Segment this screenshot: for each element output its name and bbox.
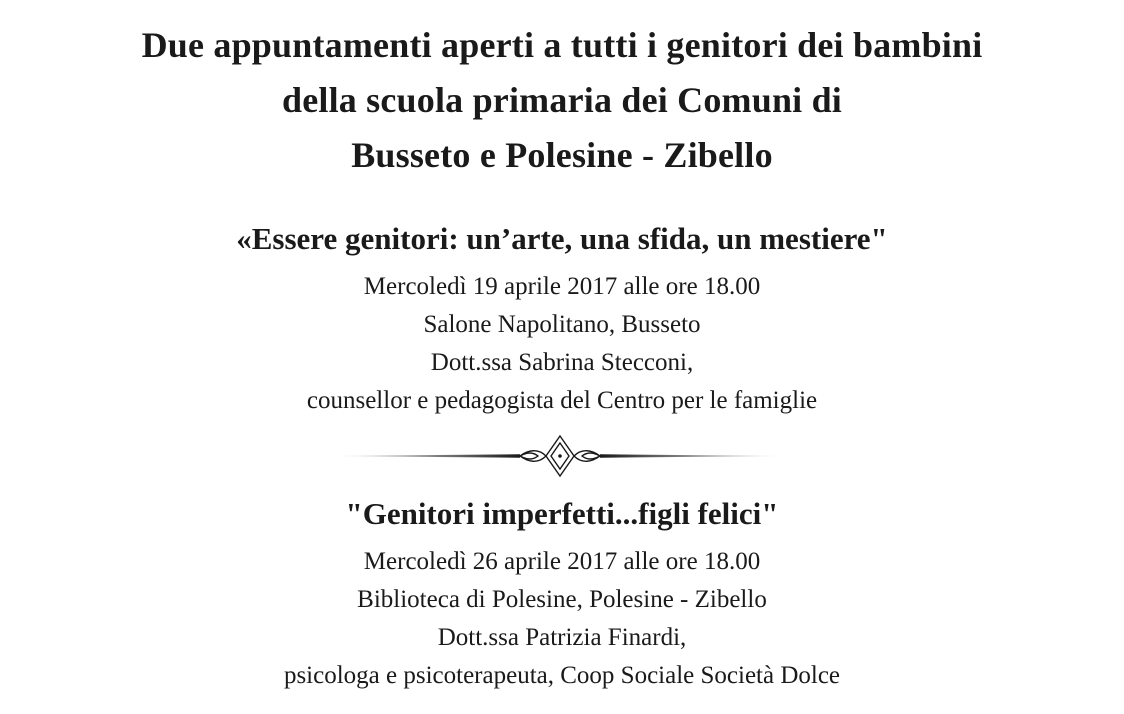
headline [0, 18, 1124, 183]
event-2 [0, 491, 1124, 695]
event-2-speaker: Dott.ssa Patrizia Finardi, [437, 624, 687, 651]
event-2-date: Mercoledì 26 aprile 2017 alle ore 18.00 [363, 548, 761, 575]
event-1 [0, 216, 1124, 420]
event-1-title: «Essere genitori: un’arte, una sfida, un mestiere" [236, 221, 888, 256]
event-2-venue: Biblioteca di Polesine, Polesine - Zibello [357, 586, 767, 613]
event-1-venue: Salone Napolitano, Busseto [423, 311, 701, 338]
event-2-title: "Genitori imperfetti...figli felici" [345, 496, 779, 531]
headline-line-1: Due appuntamenti aperti a tutti i genitori dei bambini [141, 25, 983, 65]
headline-line-3: Busseto e Polesine - Zibello [351, 135, 773, 175]
event-1-speaker-role: counsellor e pedagogista del Centro per le famiglie [306, 387, 818, 414]
event-1-speaker: Dott.ssa Sabrina Stecconi, [430, 349, 694, 376]
ornamental-divider [0, 428, 1124, 484]
ornamental-divider-icon [0, 428, 1124, 484]
event-2-speaker-role: psicologa e psicoterapeuta, Coop Sociale Società Dolce [283, 662, 841, 689]
event-1-date: Mercoledì 19 aprile 2017 alle ore 18.00 [363, 273, 761, 300]
headline-line-2: della scuola primaria dei Comuni di [281, 80, 843, 120]
